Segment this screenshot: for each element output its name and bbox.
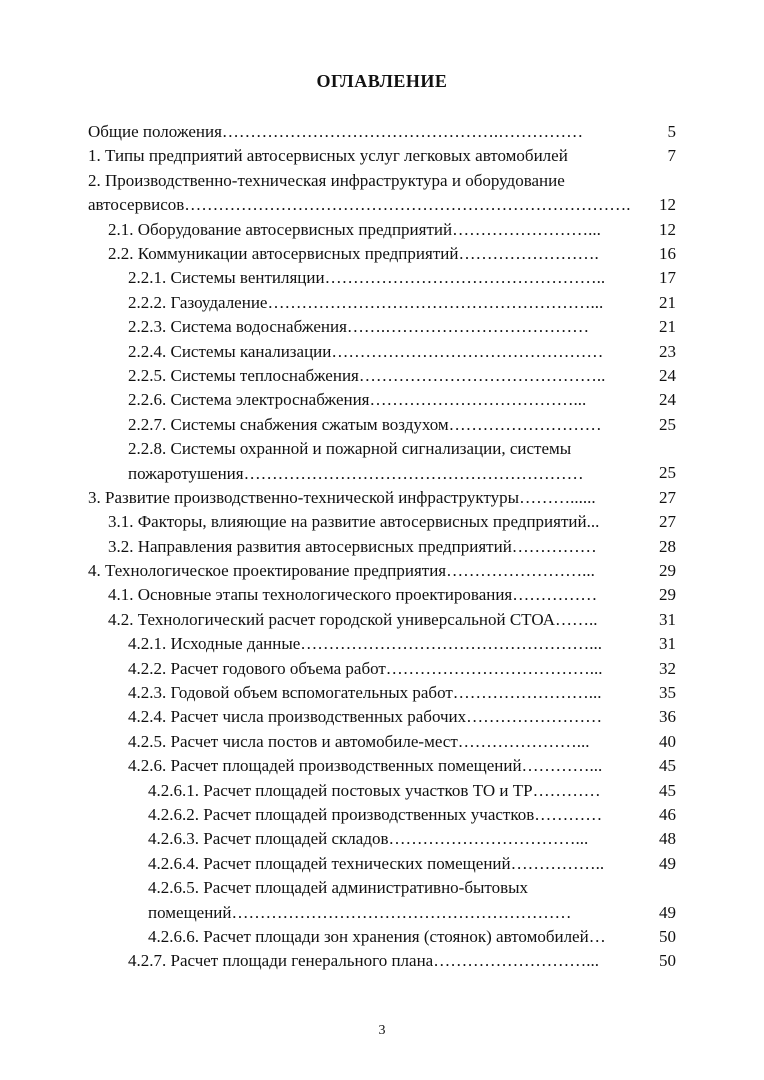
toc-entry-title: 4.2.1. Исходные данные……………………………………………... [128, 634, 603, 654]
toc-entry-title: 4.1. Основные этапы технологического проектирования…………… [108, 585, 598, 605]
toc-entry[interactable] [88, 486, 676, 510]
toc-entry[interactable] [88, 535, 676, 559]
toc-entry[interactable] [88, 144, 676, 168]
toc-entry-page: 50 [659, 926, 676, 946]
toc-entry[interactable] [88, 681, 676, 705]
toc-entry[interactable] [88, 364, 676, 388]
toc-entry-title: 3.2. Направления развития автосервисных предприятий…………… [108, 536, 597, 556]
toc-entry-page: 12 [659, 195, 676, 215]
toc-entry[interactable] [88, 949, 676, 973]
toc-entry-page: 45 [659, 756, 676, 776]
toc-entry-title: 2.1. Оборудование автосервисных предприятий……………………... [108, 219, 601, 239]
toc-entry-title: 4.2.6.3. Расчет площадей складов……………………………... [148, 829, 589, 849]
page-number: 3 [378, 1023, 386, 1038]
toc-entry-title: 2.2.7. Системы снабжения сжатым воздухом……………………… [128, 414, 602, 434]
toc-entry[interactable] [88, 754, 676, 778]
toc-entry-page: 36 [659, 707, 676, 727]
toc-entry-title: 2.2.2. Газоудаление…………………………………………………... [128, 292, 604, 312]
toc-entry-title: 2.2.6. Система электроснабжения………………………………... [128, 390, 587, 410]
toc-entry-page: 25 [659, 463, 676, 483]
toc-entry-title: 4.2.6.5. Расчет площадей административно-бытовых помещений…………………………………………………… [148, 878, 572, 922]
toc-entry-page: 28 [659, 536, 676, 556]
toc-entry-title: 2.2. Коммуникации автосервисных предприятий……………………. [108, 243, 599, 263]
toc-entry[interactable] [88, 779, 676, 803]
toc-entry-page: 24 [659, 365, 676, 385]
toc-entry[interactable] [88, 925, 676, 949]
toc-entry[interactable] [88, 827, 676, 851]
toc-entry-title: 4. Технологическое проектирование предприятия……………………... [88, 561, 595, 581]
toc-entry[interactable] [88, 510, 676, 534]
toc-entry-title: 4.2.2. Расчет годового объема работ………………………………... [128, 658, 603, 678]
toc-entry-title: 2.2.5. Системы теплоснабжения…………………………………….. [128, 365, 606, 385]
toc-entry-title: 3. Развитие производственно-технической инфраструктуры………...... [88, 487, 596, 507]
toc-entry-page: 12 [659, 219, 676, 239]
toc-entry-page: 50 [659, 951, 676, 971]
toc-entry-page: 35 [659, 683, 676, 702]
toc-entry[interactable] [88, 242, 676, 266]
toc-entry-title: 4.2.6.1. Расчет площадей постовых участков ТО и ТР………… [148, 780, 601, 800]
toc-entry[interactable] [88, 559, 676, 583]
toc-entry-page: 27 [659, 512, 676, 532]
toc-entry[interactable] [88, 413, 676, 437]
toc-entry-title: 2.2.8. Системы охранной и пожарной сигнализации, системы пожаротушения…………………………………………………… [128, 439, 584, 483]
toc-entry-page: 45 [659, 780, 676, 800]
toc-entry-page: 48 [659, 829, 676, 849]
toc-entry[interactable] [88, 437, 676, 486]
toc-entry-title: 4.2.3. Годовой объем вспомогательных работ……………………... [128, 683, 602, 703]
toc-entry[interactable] [88, 340, 676, 364]
toc-entry[interactable] [88, 583, 676, 607]
toc-entry-title: 4.2.7. Расчет площади генерального плана………………………... [128, 951, 599, 971]
toc-entry-title: 4.2.4. Расчет числа производственных рабочих…………………… [128, 707, 603, 727]
toc-entry[interactable] [88, 876, 676, 925]
toc-entry-page: 25 [659, 414, 676, 434]
toc-entry-page: 46 [659, 804, 676, 824]
toc-entry-page: 21 [659, 317, 676, 337]
toc-entry[interactable] [88, 315, 676, 339]
toc-entry-title: 2.2.3. Система водоснабжения…….……………………………… [128, 317, 590, 337]
toc-entry[interactable] [88, 608, 676, 632]
toc-entry-page: 29 [659, 585, 676, 605]
toc-entry[interactable] [88, 120, 676, 144]
toc-entry-page: 16 [659, 243, 676, 263]
toc-entry[interactable] [88, 705, 676, 729]
toc-entry-page: 32 [659, 658, 676, 678]
toc-entry-title: 4.2. Технологический расчет городской универсальной СТОА…….. [108, 609, 598, 629]
toc-entry[interactable] [88, 852, 676, 876]
toc-entry-page: 31 [659, 634, 676, 654]
toc-entry[interactable] [88, 388, 676, 412]
toc-entry-title: 4.2.6.6. Расчет площади зон хранения (стоянок) автомобилей… [148, 926, 606, 946]
toc-entry-page: 49 [659, 853, 676, 873]
toc-entry-title: 2. Производственно-техническая инфраструктура и оборудование автосервисов……………………………………………………………………. [88, 170, 631, 215]
toc-entry-title: Общие положения………………………………………….…………… [88, 122, 584, 141]
toc-entry-title: 4.2.6.2. Расчет площадей производственных участков………… [148, 804, 603, 824]
toc-entry[interactable] [88, 266, 676, 290]
toc-entry-title: 1. Типы предприятий автосервисных услуг легковых автомобилей [88, 146, 568, 166]
toc-entry-title: 4.2.5. Расчет числа постов и автомобиле-мест…………………... [128, 731, 590, 751]
toc-entry[interactable] [88, 657, 676, 681]
toc-entry[interactable] [88, 730, 676, 754]
toc-entry-title: 3.1. Факторы, влияющие на развитие автосервисных предприятий... [108, 512, 600, 532]
toc-entry-page: 27 [659, 487, 676, 507]
toc-entry-page: 31 [659, 609, 676, 629]
toc-entry-page: 40 [659, 731, 676, 751]
toc-entry-page: 29 [659, 561, 676, 581]
toc-entry[interactable] [88, 803, 676, 827]
toc-entry-page: 23 [659, 341, 676, 361]
toc-entry[interactable] [88, 291, 676, 315]
toc-entry-title: 2.2.4. Системы канализации………………………………………… [128, 341, 604, 361]
toc-entry[interactable] [88, 218, 676, 242]
toc-entry-page: 7 [667, 146, 676, 166]
toc-entry-page: 5 [667, 121, 676, 141]
toc-entry-title: 4.2.6.4. Расчет площадей технических помещений…………….. [148, 853, 605, 873]
toc-entry-page: 49 [659, 902, 676, 922]
toc-entry[interactable] [88, 632, 676, 656]
toc-entry-page: 21 [659, 292, 676, 312]
toc-entry-page: 17 [659, 268, 676, 288]
toc-entry-title: 4.2.6. Расчет площадей производственных помещений…………... [128, 756, 603, 776]
toc-entry-page: 24 [659, 390, 676, 410]
table-of-contents [88, 120, 676, 974]
toc-entry-title: 2.2.1. Системы вентиляции………………………………………….. [128, 268, 606, 288]
page-title: ОГЛАВЛЕНИЕ [316, 71, 448, 91]
toc-entry[interactable] [88, 169, 676, 218]
